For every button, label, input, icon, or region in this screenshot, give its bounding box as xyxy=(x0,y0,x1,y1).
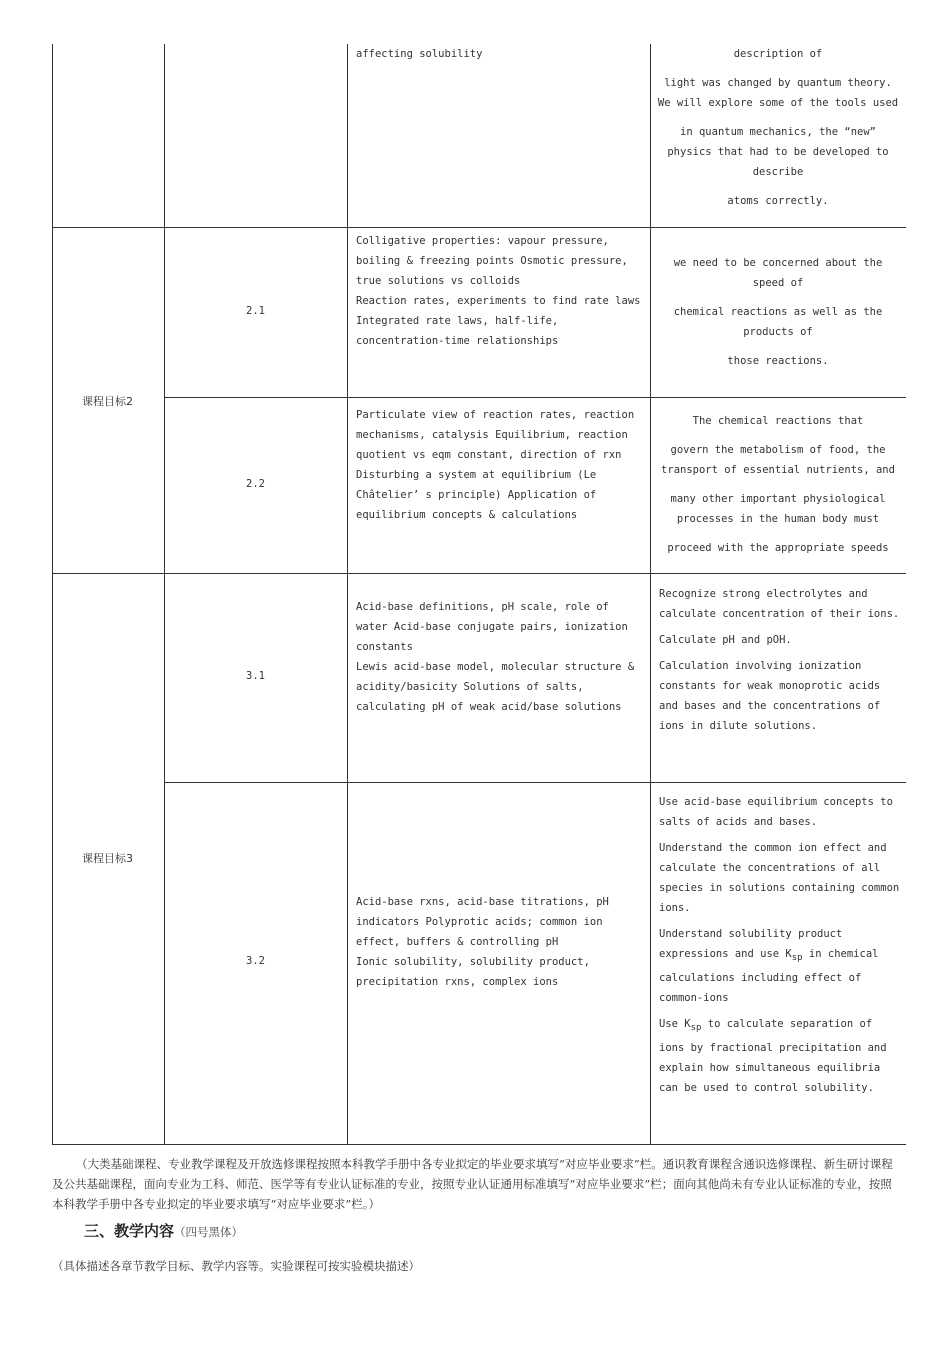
requirement-cell: we need to be concerned about the speed of chemical reactions as well as the products of those reactions. xyxy=(673,257,883,367)
course-goal-label: 课程目标3 xyxy=(82,852,133,865)
row-divider xyxy=(164,397,906,398)
content-cell: Particulate view of reaction rates, reaction mechanisms, catalysis Equilibrium, reaction quotient vs eqm constant, direction of rxn Disturbing a system at equilibrium (Le Châtelier’ s principle) Application of equilibrium concepts & calculations xyxy=(356,409,635,521)
table-border-bottom xyxy=(52,1144,906,1145)
objective-number: 2.2 xyxy=(246,478,265,490)
course-goal-label: 课程目标2 xyxy=(82,395,133,408)
table-footnote: （大类基础课程、专业教学课程及开放选修课程按照本科教学手册中各专业拟定的毕业要求填写“对应毕业要求”栏。通识教育课程含通识选修课程、新生研讨课程及公共基础课程，面向专业为工科、师范、医学等有专业认证标准的专业，按照专业认证通用标准填写“对应毕业要求”栏；面向其他尚未有专业认证标准的专业，按照本科教学手册中各专业拟定的毕业要求填写“对应毕业要求”栏。） xyxy=(52,1157,893,1211)
requirement-cell: The chemical reactions that govern the metabolism of food, the transport of essential nutrients, and many other important physiological processes in the human body must proceed with the appropriate speeds xyxy=(661,415,895,554)
content-cell: affecting solubility xyxy=(356,48,483,60)
section-heading xyxy=(84,1220,243,1241)
table-border-left xyxy=(52,44,53,1145)
requirement-cell: description of light was changed by quantum theory. We will explore some of the tools used in quantum mechanics, the “new” physics that had to be developed to describe atoms correctly. xyxy=(657,48,899,207)
content-cell: Acid-base rxns, acid-base titrations, pH indicators Polyprotic acids; common ion effect, buffers & controlling pH Ionic solubility, solubility product, precipitation rxns, complex ions xyxy=(356,896,609,988)
table-border-col2 xyxy=(347,44,348,1145)
table-border-col3 xyxy=(650,44,651,1145)
content-cell: Colligative properties: vapour pressure, boiling & freezing points Osmotic pressure, true solutions vs colloids Reaction rates, experiments to find rate laws Integrated rate laws, half-life, concentration-time relationships xyxy=(356,235,641,347)
objective-number: 3.1 xyxy=(246,670,265,682)
section-subtitle: （四号黑体） xyxy=(174,1225,244,1239)
section-title: 三、教学内容 xyxy=(84,1222,175,1240)
row-divider xyxy=(52,227,906,228)
requirement-cell: Use acid-base equilibrium concepts to salts of acids and bases. Understand the common ion effect and calculate the concentrations of all species in solutions containing common ions. Understand solubility product expressions and use $K_{sp}$ in chemical calculations including effect of common-ions Use $K_{sp}$ to calculate separation of ions by fractional precipitation and explain how simultaneous equilibria can be used to control solubility. xyxy=(659,796,900,1094)
section-description: （具体描述各章节教学目标、教学内容等。实验课程可按实验模块描述） xyxy=(52,1259,420,1273)
objective-number: 2.1 xyxy=(246,305,265,317)
table-border-col1 xyxy=(164,44,165,1145)
row-divider xyxy=(164,782,906,783)
requirement-cell: Recognize strong electrolytes and calculate concentration of their ions. Calculate pH and pOH. Calculation involving ionization constants for weak monoprotic acids and bases and the concentrations of ions in dilute solutions. xyxy=(659,588,900,732)
row-divider xyxy=(52,573,906,574)
objective-number: 3.2 xyxy=(246,955,265,967)
content-cell: Acid-base definitions, pH scale, role of water Acid-base conjugate pairs, ionization constants Lewis acid-base model, molecular structure & acidity/basicity Solutions of salts, calculating pH of weak acid/base solutions xyxy=(356,601,635,713)
